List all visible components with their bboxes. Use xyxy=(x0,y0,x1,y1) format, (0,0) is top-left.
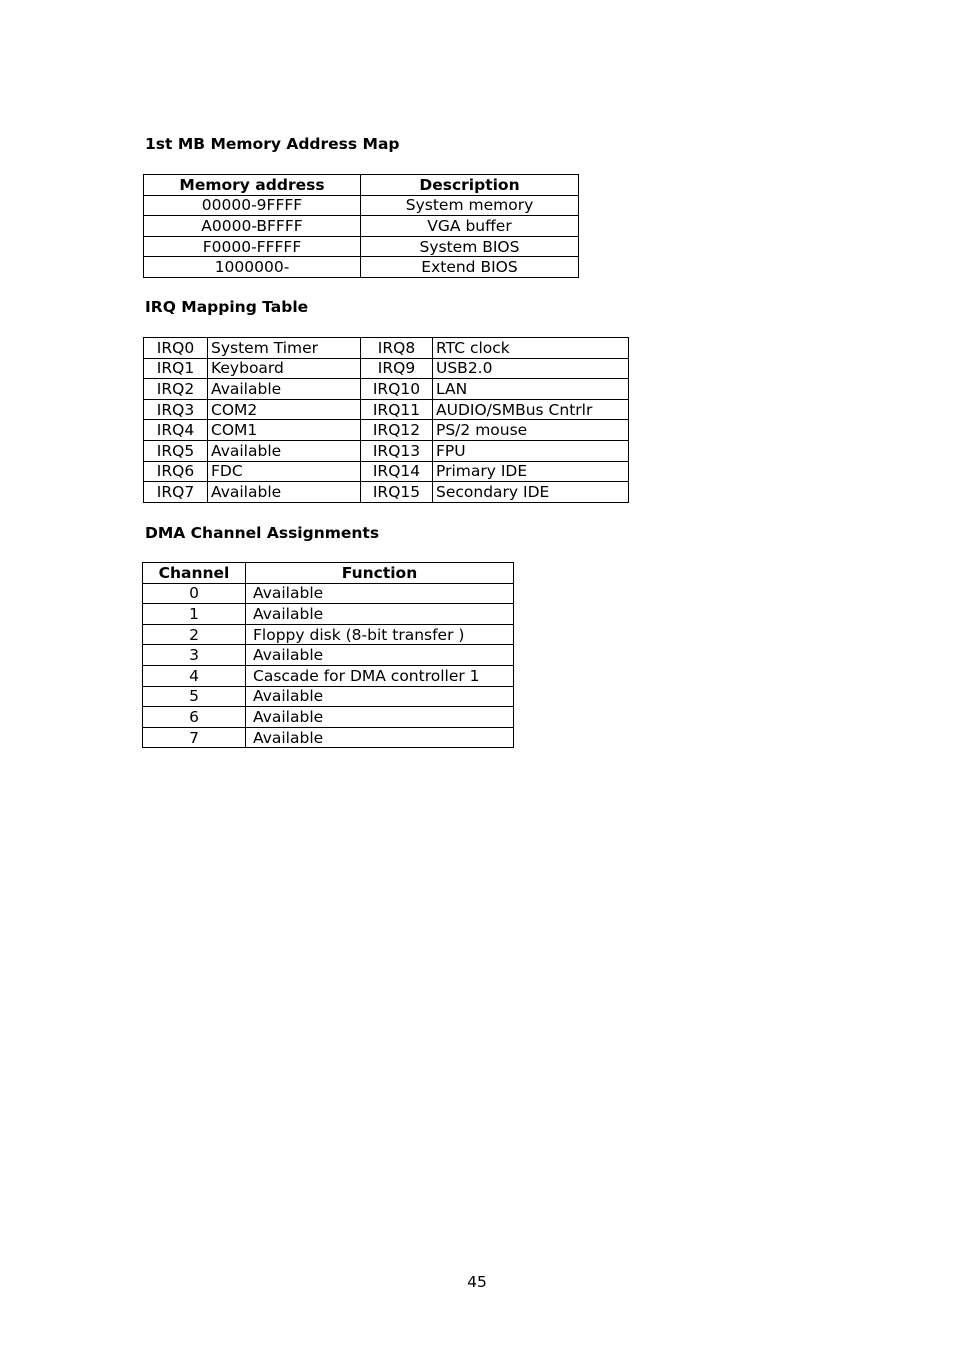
irq-number-cell: IRQ6 xyxy=(144,461,208,482)
column-header-memory-address: Memory address xyxy=(144,175,361,196)
irq-device-cell: System Timer xyxy=(208,338,361,359)
irq-device-cell: COM2 xyxy=(208,399,361,420)
irq-device-cell: AUDIO/SMBus Cntrlr xyxy=(433,399,629,420)
irq-device-cell: FPU xyxy=(433,440,629,461)
channel-cell: 5 xyxy=(143,686,246,707)
irq-device-cell: Available xyxy=(208,440,361,461)
table-row xyxy=(144,358,629,379)
irq-device-cell: FDC xyxy=(208,461,361,482)
function-cell: Available xyxy=(246,604,514,625)
table-row xyxy=(143,583,514,604)
irq-device-cell: Secondary IDE xyxy=(433,482,629,503)
memory-address-cell: 1000000- xyxy=(144,257,361,278)
table-row xyxy=(144,399,629,420)
irq-table-title: IRQ Mapping Table xyxy=(145,298,309,316)
table-row xyxy=(144,216,579,237)
description-cell: Extend BIOS xyxy=(361,257,579,278)
channel-cell: 6 xyxy=(143,707,246,728)
table-row xyxy=(143,645,514,666)
table-header-row xyxy=(143,563,514,584)
channel-cell: 2 xyxy=(143,624,246,645)
irq-device-cell: Available xyxy=(208,379,361,400)
irq-device-cell: PS/2 mouse xyxy=(433,420,629,441)
table-row xyxy=(143,665,514,686)
function-cell: Cascade for DMA controller 1 xyxy=(246,665,514,686)
irq-number-cell: IRQ7 xyxy=(144,482,208,503)
irq-device-cell: LAN xyxy=(433,379,629,400)
table-row xyxy=(144,338,629,359)
irq-device-cell: Primary IDE xyxy=(433,461,629,482)
description-cell: VGA buffer xyxy=(361,216,579,237)
irq-number-cell: IRQ9 xyxy=(361,358,433,379)
memory-address-cell: A0000-BFFFF xyxy=(144,216,361,237)
column-header-channel: Channel xyxy=(143,563,246,584)
irq-number-cell: IRQ2 xyxy=(144,379,208,400)
function-cell: Available xyxy=(246,707,514,728)
description-cell: System memory xyxy=(361,195,579,216)
irq-number-cell: IRQ4 xyxy=(144,420,208,441)
memory-address-cell: F0000-FFFFF xyxy=(144,236,361,257)
column-header-description: Description xyxy=(361,175,579,196)
memory-address-table xyxy=(143,174,579,278)
table-row xyxy=(143,624,514,645)
channel-cell: 1 xyxy=(143,604,246,625)
irq-number-cell: IRQ15 xyxy=(361,482,433,503)
table-header-row xyxy=(144,175,579,196)
irq-device-cell: USB2.0 xyxy=(433,358,629,379)
irq-number-cell: IRQ12 xyxy=(361,420,433,441)
function-cell: Available xyxy=(246,686,514,707)
irq-number-cell: IRQ8 xyxy=(361,338,433,359)
function-cell: Available xyxy=(246,583,514,604)
table-row xyxy=(144,195,579,216)
table-row xyxy=(144,257,579,278)
table-row xyxy=(144,379,629,400)
channel-cell: 0 xyxy=(143,583,246,604)
irq-number-cell: IRQ11 xyxy=(361,399,433,420)
table-row xyxy=(143,604,514,625)
irq-number-cell: IRQ0 xyxy=(144,338,208,359)
irq-number-cell: IRQ13 xyxy=(361,440,433,461)
page-number: 45 xyxy=(467,1273,487,1291)
irq-device-cell: Keyboard xyxy=(208,358,361,379)
irq-device-cell: Available xyxy=(208,482,361,503)
dma-table-title: DMA Channel Assignments xyxy=(145,524,380,542)
table-row xyxy=(144,420,629,441)
table-row xyxy=(143,686,514,707)
channel-cell: 7 xyxy=(143,727,246,748)
description-cell: System BIOS xyxy=(361,236,579,257)
irq-number-cell: IRQ3 xyxy=(144,399,208,420)
dma-channel-table xyxy=(142,562,514,748)
memory-address-cell: 00000-9FFFF xyxy=(144,195,361,216)
table-row xyxy=(144,440,629,461)
column-header-function: Function xyxy=(246,563,514,584)
table-row xyxy=(144,236,579,257)
irq-device-cell: COM1 xyxy=(208,420,361,441)
irq-number-cell: IRQ14 xyxy=(361,461,433,482)
irq-device-cell: RTC clock xyxy=(433,338,629,359)
table-row xyxy=(143,707,514,728)
table-row xyxy=(143,727,514,748)
memory-map-title: 1st MB Memory Address Map xyxy=(145,135,400,153)
channel-cell: 4 xyxy=(143,665,246,686)
irq-number-cell: IRQ1 xyxy=(144,358,208,379)
irq-number-cell: IRQ10 xyxy=(361,379,433,400)
function-cell: Available xyxy=(246,645,514,666)
table-row xyxy=(144,461,629,482)
function-cell: Floppy disk (8-bit transfer ) xyxy=(246,624,514,645)
table-row xyxy=(144,482,629,503)
irq-mapping-table xyxy=(143,337,629,503)
irq-number-cell: IRQ5 xyxy=(144,440,208,461)
function-cell: Available xyxy=(246,727,514,748)
channel-cell: 3 xyxy=(143,645,246,666)
